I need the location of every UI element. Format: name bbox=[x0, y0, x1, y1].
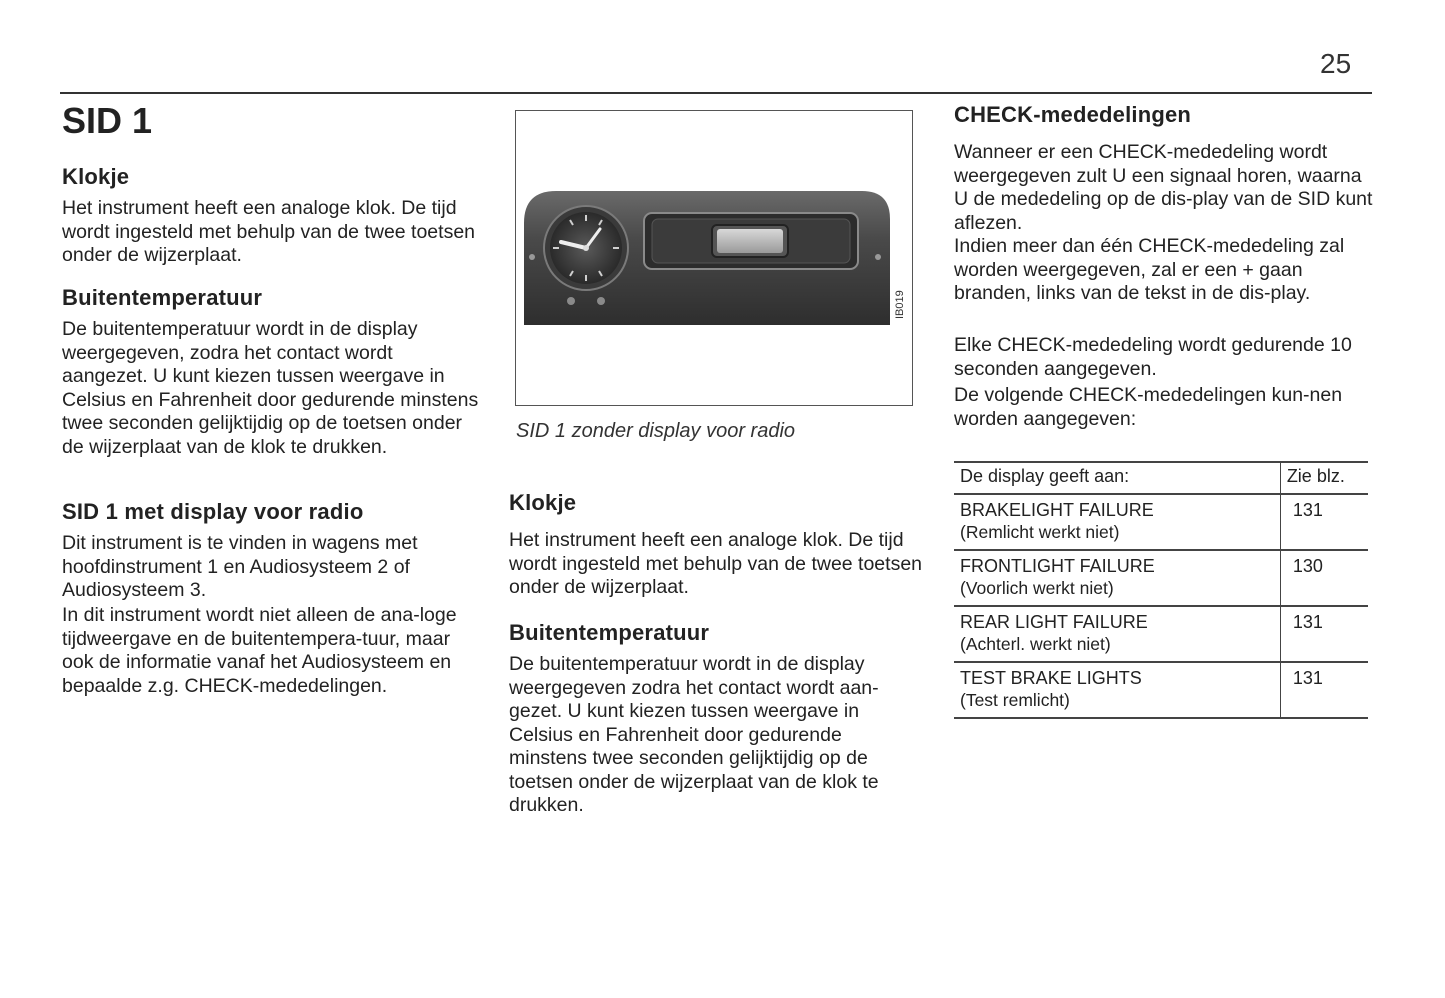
klokje-text-2: Het instrument heeft een analoge klok. De tijd wordt ingesteld met behulp van de twee toetsen onder de wijzerplaat. bbox=[509, 529, 923, 598]
klokje-text: Het instrument heeft een analoge klok. De tijd wordt ingesteld met behulp van de twee toetsen onder de wijzerplaat. bbox=[62, 197, 476, 266]
page-title: SID 1 bbox=[62, 100, 153, 141]
message-code: BRAKELIGHT FAILURE bbox=[960, 500, 1154, 520]
temperature-text-2: De buitentemperatuur wordt in de display weergegeven zodra het contact wordt aan-gezet. U kunt kiezen tussen weergave in Celsius en Fahrenheit door gedurende minstens twee seconden gelijktijdig op de toetsen onder de wijzerplaat van de klok te drukken. bbox=[509, 653, 879, 816]
radio-display-text-1: Dit instrument is te vinden in wagens met hoofdinstrument 1 en Audiosysteem 2 of Audiosysteem 3. bbox=[62, 532, 418, 601]
temperature-heading: Buitentemperatuur bbox=[62, 285, 263, 310]
message-note: (Achterl. werkt niet) bbox=[960, 634, 1111, 654]
message-note: (Test remlicht) bbox=[960, 690, 1070, 710]
sid-figure bbox=[515, 110, 913, 406]
check-heading: CHECK-mededelingen bbox=[954, 102, 1192, 127]
klokje-heading-2: Klokje bbox=[509, 490, 577, 515]
message-note: (Remlicht werkt niet) bbox=[960, 522, 1120, 542]
table-cell-message bbox=[954, 550, 1280, 606]
table-cell-page: 131 bbox=[1280, 662, 1368, 718]
figure-caption: SID 1 zonder display voor radio bbox=[516, 420, 796, 442]
sid-instrument-illustration bbox=[516, 111, 912, 405]
message-code: FRONTLIGHT FAILURE bbox=[960, 556, 1155, 576]
check-text-2: Indien meer dan één CHECK-mededeling zal worden weergegeven, zal er een + gaan branden, links van de tekst in de dis-play. bbox=[954, 235, 1345, 304]
table-cell-message bbox=[954, 662, 1280, 718]
table-row bbox=[954, 494, 1368, 550]
page-number: 25 bbox=[1320, 48, 1352, 79]
table-cell-message bbox=[954, 494, 1280, 550]
table-cell-page: 131 bbox=[1280, 494, 1368, 550]
temperature-text: De buitentemperatuur wordt in de display weergegeven, zodra het contact wordt aangezet. U kunt kiezen tussen weergave in Celsius en Fahrenheit door gedurende minstens twee seconden gelijktijdig op de toetsen onder de wijzerplaat van de klok te drukken. bbox=[62, 318, 479, 458]
table-row bbox=[954, 606, 1368, 662]
radio-display-text-2: In dit instrument wordt niet alleen de ana-loge tijdweergave en de buitentempera-tuur, maar ook de informatie vanaf het Audiosysteem en bepaalde z.g. CHECK-mededelingen. bbox=[62, 604, 457, 697]
message-code: TEST BRAKE LIGHTS bbox=[960, 668, 1142, 688]
check-text-4: De volgende CHECK-mededelingen kun-nen worden aangegeven: bbox=[954, 384, 1343, 430]
message-note: (Voorlich werkt niet) bbox=[960, 578, 1114, 598]
check-messages-table-wrap bbox=[954, 461, 1368, 719]
message-code: REAR LIGHT FAILURE bbox=[960, 612, 1148, 632]
check-text-3: Elke CHECK-mededeling wordt gedurende 10 seconden aangegeven. bbox=[954, 334, 1352, 380]
header-rule bbox=[60, 92, 1372, 94]
table-header-page: Zie blz. bbox=[1280, 462, 1368, 494]
temperature-heading-2: Buitentemperatuur bbox=[509, 620, 710, 645]
table-row bbox=[954, 662, 1368, 718]
table-cell-message bbox=[954, 606, 1280, 662]
table-row bbox=[954, 550, 1368, 606]
klokje-heading: Klokje bbox=[62, 164, 130, 189]
table-cell-page: 130 bbox=[1280, 550, 1368, 606]
check-text-1: Wanneer er een CHECK-mededeling wordt weergegeven zult U een signaal horen, waarna U de mededeling op de dis-play van de SID kunt aflezen. bbox=[954, 141, 1373, 234]
table-cell-page: 131 bbox=[1280, 606, 1368, 662]
figure-code: IB019 bbox=[894, 290, 906, 319]
table-header-row bbox=[954, 462, 1368, 494]
check-messages-table bbox=[954, 461, 1368, 719]
radio-display-heading: SID 1 met display voor radio bbox=[62, 499, 364, 524]
table-header-message: De display geeft aan: bbox=[954, 462, 1280, 494]
